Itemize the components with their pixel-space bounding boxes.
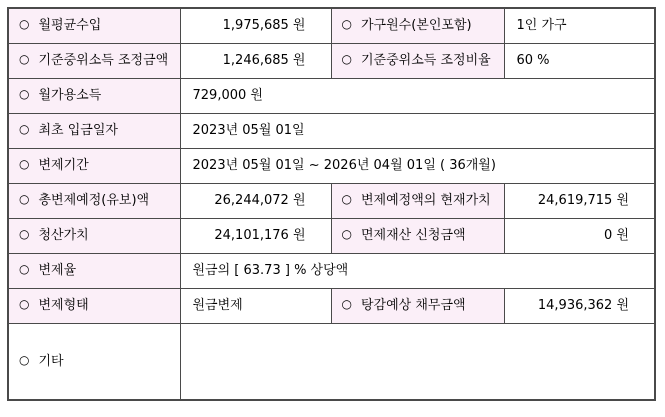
- repayment-plan-summary-table: [7, 7, 656, 401]
- circle-bullet-icon: ○: [19, 122, 30, 136]
- value-repayment-rate: 원금의 [ 63.73 ] % 상당액: [180, 253, 655, 288]
- value-liquidation-value: 24,101,176 원: [180, 218, 331, 253]
- value-etc: [180, 323, 655, 400]
- circle-bullet-icon: ○: [19, 352, 30, 367]
- circle-bullet-icon: ○: [341, 52, 352, 66]
- circle-bullet-icon: ○: [341, 297, 352, 311]
- label-liquidation-value: [8, 218, 180, 253]
- table-row: [8, 43, 655, 78]
- value-monthly-available-income: 729,000 원: [180, 78, 655, 113]
- table-row: [8, 253, 655, 288]
- label-household-size: [331, 8, 504, 43]
- label-exempt-property-application-amount: [331, 218, 504, 253]
- label-text: 변제율: [38, 263, 77, 278]
- circle-bullet-icon: ○: [19, 17, 30, 32]
- label-repayment-type: [8, 288, 180, 323]
- circle-bullet-icon: ○: [341, 192, 352, 206]
- label-text: 가구원수(본인포함): [360, 18, 472, 34]
- label-present-value-of-expected-repayment: [331, 183, 504, 218]
- label-text: 변제형태: [38, 298, 89, 313]
- circle-bullet-icon: ○: [19, 192, 30, 206]
- label-repayment-period: [8, 148, 180, 183]
- circle-bullet-icon: ○: [19, 227, 30, 241]
- value-repayment-type: 원금변제: [180, 288, 331, 323]
- label-text: 면제재산 신청금액: [360, 228, 466, 243]
- label-monthly-average-income: [8, 8, 180, 43]
- label-text: 기준중위소득 조정비율: [360, 53, 491, 68]
- label-text: 총변제예정(유보)액: [38, 193, 150, 208]
- label-text: 변제기간: [38, 158, 89, 173]
- label-repayment-rate: [8, 253, 180, 288]
- circle-bullet-icon: ○: [19, 87, 30, 101]
- label-total-expected-repayment: [8, 183, 180, 218]
- label-monthly-available-income: [8, 78, 180, 113]
- table-row: [8, 8, 655, 43]
- label-text: 최초 입금일자: [38, 123, 118, 138]
- label-etc: [8, 323, 180, 400]
- label-text: 기타: [38, 353, 64, 369]
- circle-bullet-icon: ○: [341, 17, 352, 32]
- table-row: [8, 288, 655, 323]
- value-exempt-property-application-amount: 0 원: [504, 218, 655, 253]
- circle-bullet-icon: ○: [19, 52, 30, 66]
- label-text: 월가용소득: [38, 88, 102, 103]
- table-row: [8, 113, 655, 148]
- table-row: [8, 183, 655, 218]
- label-median-income-adjustment-ratio: [331, 43, 504, 78]
- circle-bullet-icon: ○: [19, 157, 30, 171]
- label-expected-debt-reduction-amount: [331, 288, 504, 323]
- value-monthly-average-income: 1,975,685 원: [180, 8, 331, 43]
- circle-bullet-icon: ○: [19, 297, 30, 311]
- value-expected-debt-reduction-amount: 14,936,362 원: [504, 288, 655, 323]
- value-total-expected-repayment: 26,244,072 원: [180, 183, 331, 218]
- value-first-deposit-date: 2023년 05월 01일: [180, 113, 655, 148]
- label-first-deposit-date: [8, 113, 180, 148]
- table-row: [8, 148, 655, 183]
- circle-bullet-icon: ○: [19, 262, 30, 276]
- value-median-income-adjusted-amount: 1,246,685 원: [180, 43, 331, 78]
- value-present-value-of-expected-repayment: 24,619,715 원: [504, 183, 655, 218]
- label-text: 청산가치: [38, 228, 89, 243]
- label-text: 탕감예상 채무금액: [360, 298, 466, 313]
- value-median-income-adjustment-ratio: 60 %: [504, 43, 655, 78]
- label-text: 변제예정액의 현재가치: [360, 193, 491, 208]
- table-row: [8, 323, 655, 400]
- label-text: 월평균수입: [38, 18, 102, 34]
- table-row: [8, 218, 655, 253]
- value-household-size: 1인 가구: [504, 8, 655, 43]
- circle-bullet-icon: ○: [341, 227, 352, 241]
- table-row: [8, 78, 655, 113]
- label-median-income-adjusted-amount: [8, 43, 180, 78]
- label-text: 기준중위소득 조정금액: [38, 53, 169, 68]
- value-repayment-period: 2023년 05월 01일 ~ 2026년 04월 01일 ( 36개월): [180, 148, 655, 183]
